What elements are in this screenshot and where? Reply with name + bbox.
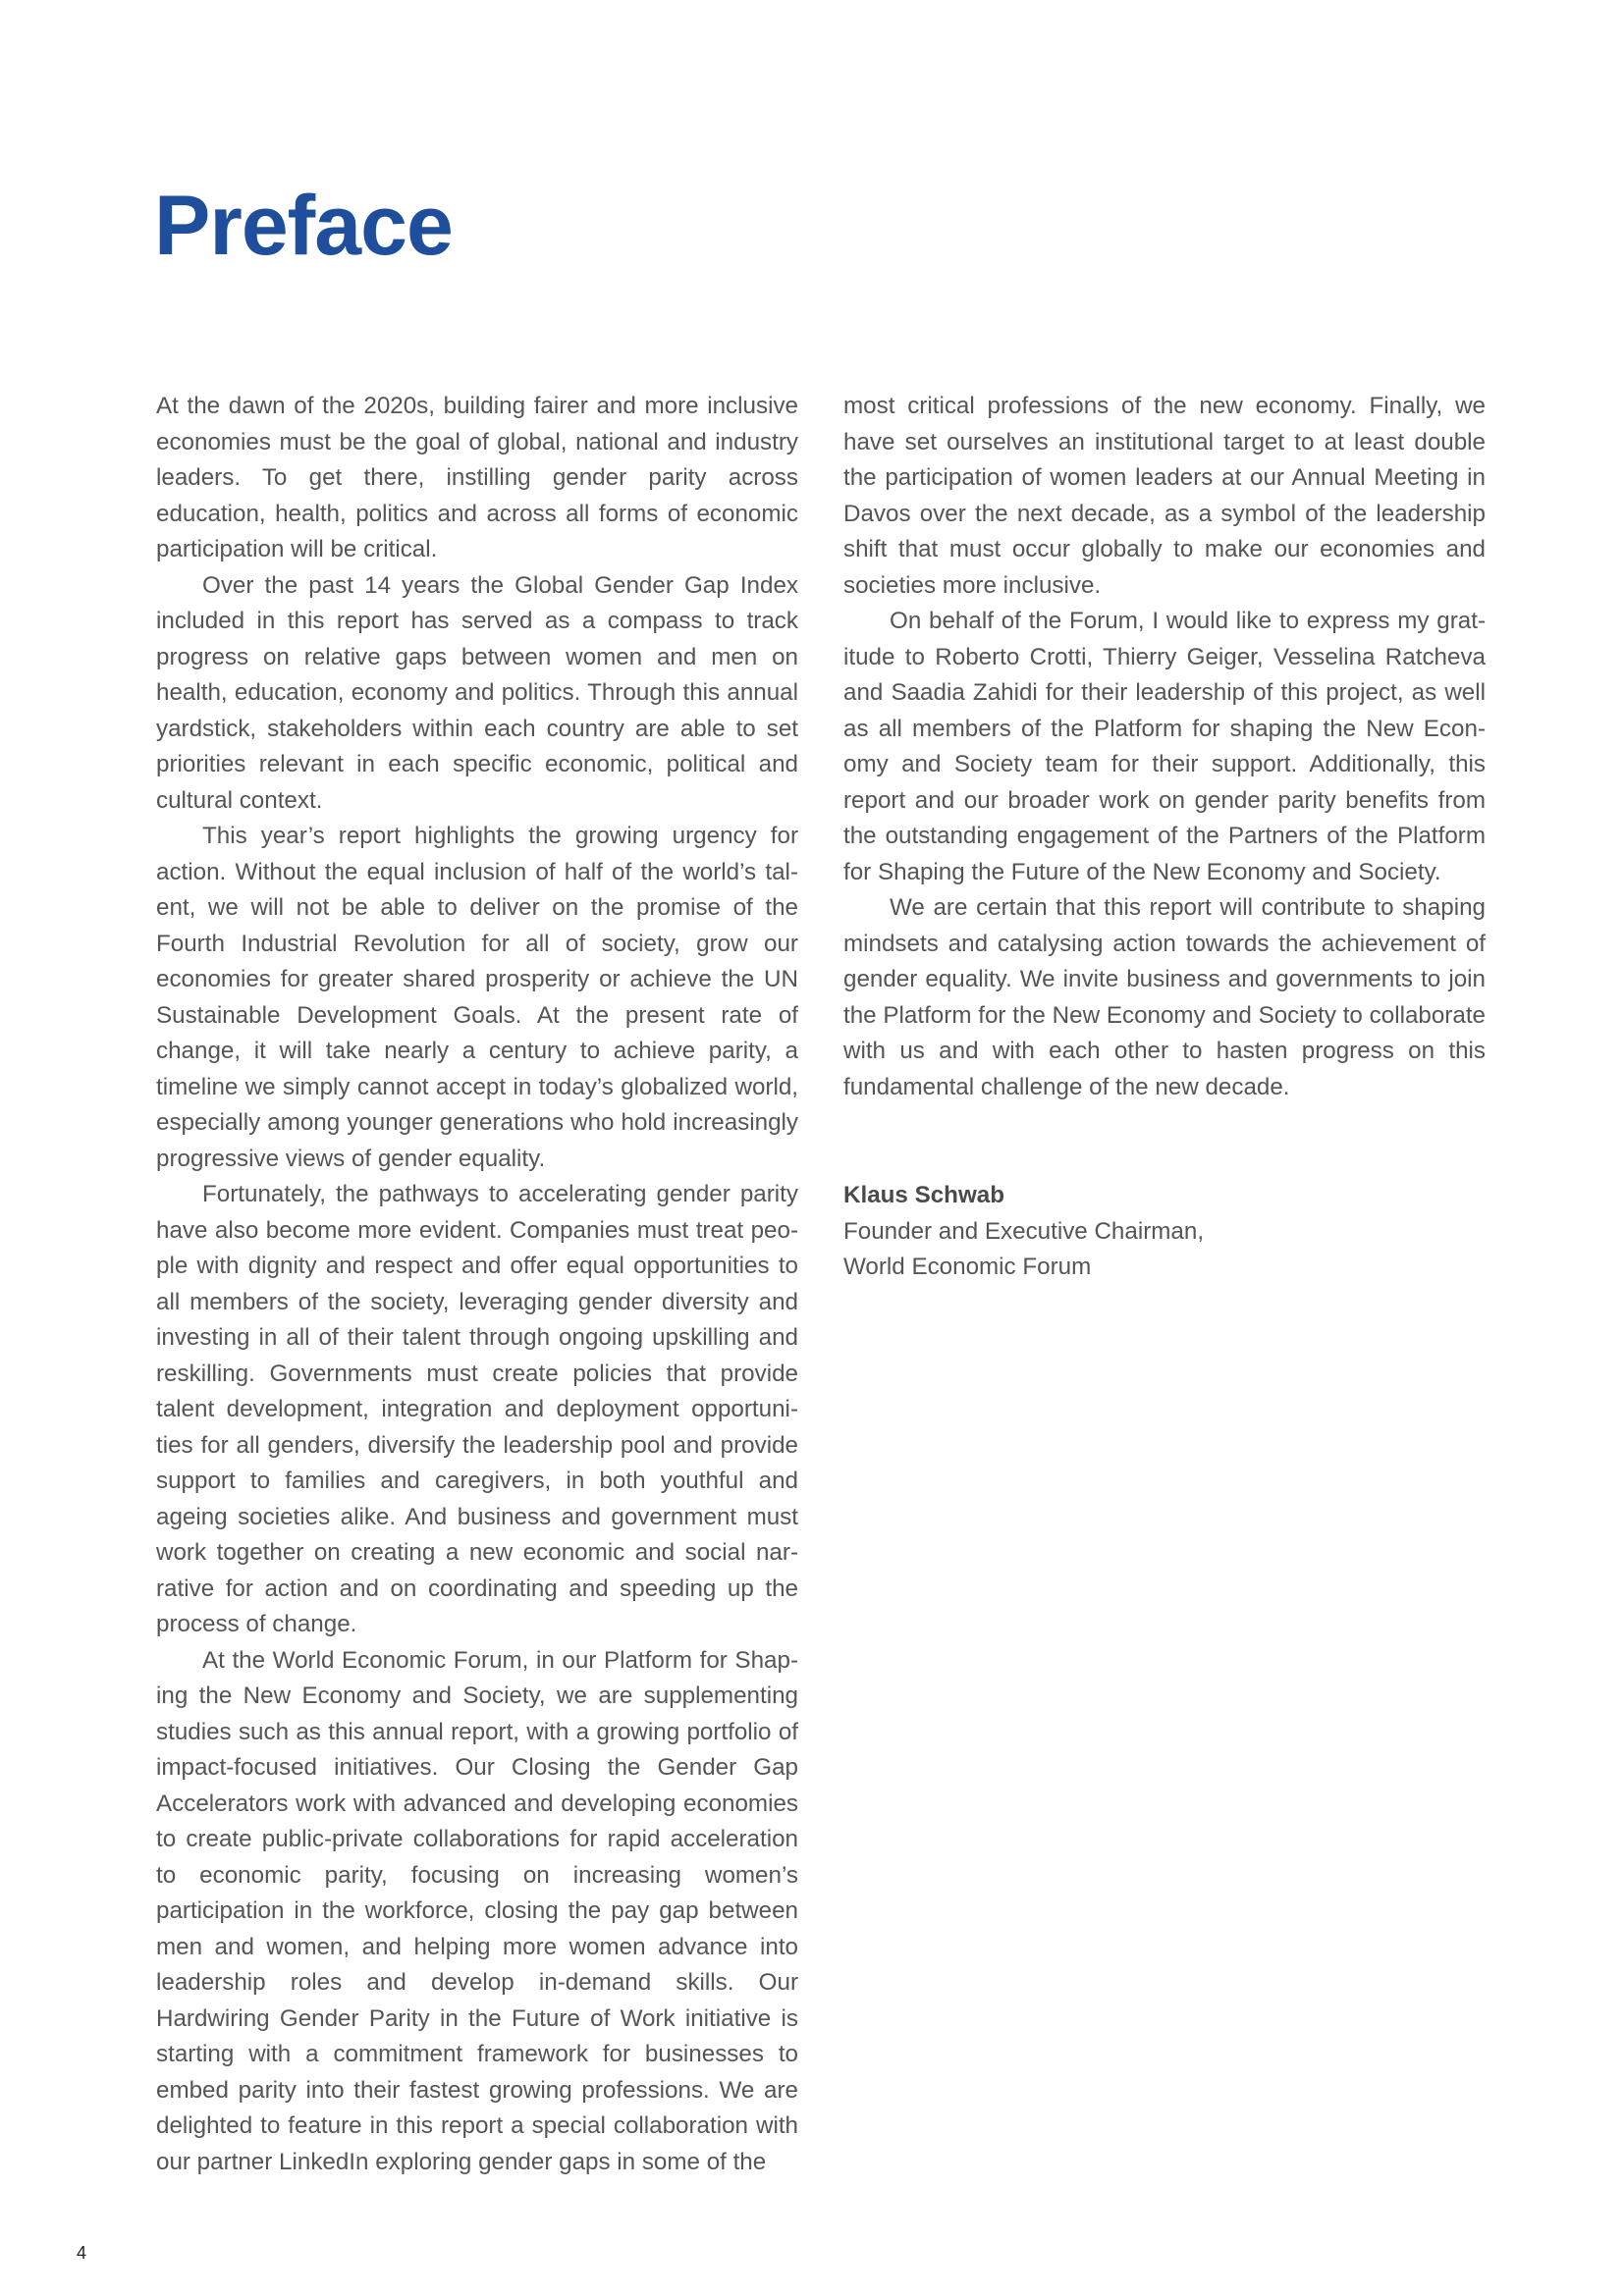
page-title: Preface (154, 179, 453, 273)
paragraph: At the dawn of the 2020s, building fairer and more inclusive economies must be the goal of global, national and industry leaders. To get there, instilling gender parity across education, health, politics and across all forms of economic participation will be critical. (156, 393, 798, 562)
paragraph: This year’s report highlights the growing urgency for action. Without the equal inclusion of half of the world’s talent, we will not be able to deliver on the promise of the Fourth Industrial Revolution for all of society, grow our economies for greater shared prosperity or achieve the UN Sustainable Development Goals. At the present rate of change, it will take nearly a century to achieve parity, a timeline we simply cannot accept in today’s globalized world, especially among younger generations who hold increasingly progressive views of gender equality. (156, 823, 798, 1172)
signatory-role: Founder and Executive Chairman, (843, 1217, 1205, 1245)
paragraph: On behalf of the Forum, I would like to express my gratitude to Roberto Crotti, Thierry Geiger, Vesselina Ratcheva and Saadia Zahidi for their leadership of this project, as well as all members of the Platform for shaping the New Economy and Society team for their support. Additionally, this report and our broader work on gender parity benefits from the outstanding engagement of the Partners of the Platform for Shaping the Future of the New Economy and Society. (843, 608, 1486, 885)
signature-block (843, 1178, 1204, 1286)
right-column (843, 389, 1486, 1105)
paragraph: At the World Economic Forum, in our Platform for Shaping the New Economy and Society, we are supplementing studies such as this annual report, with a growing portfolio of impact-focused initiatives. Our Closing the Gender Gap Accelerators work with advanced and developing economies to create public-private collaborations for rapid acceleration to economic parity, focusing on increasing women’s participation in the workforce, closing the pay gap between men and women, and helping more women advance into leadership roles and develop in-demand skills. Our Hardwiring Gender Parity in the Future of Work initiative is starting with a commitment framework for businesses to embed parity into their fastest growing professions. We are delighted to feature in this report a special collaboration with our partner LinkedIn exploring gender gaps in some of the (156, 1646, 798, 2175)
page-number: 4 (77, 2243, 87, 2263)
signatory-organization: World Economic Forum (843, 1254, 1092, 1280)
paragraph: most critical professions of the new economy. Finally, we have set ourselves an institutional target to at least double the participation of women leaders at our Annual Meeting in Davos over the next decade, as a symbol of the leadership shift that must occur globally to make our economies and societies more inclusive. (843, 393, 1486, 599)
signatory-name: Klaus Schwab (843, 1182, 1004, 1208)
paragraph: Over the past 14 years the Global Gender Gap Index included in this report has served as a compass to track progress on relative gaps between women and men on health, education, economy and politics. Through this annual yardstick, stakeholders within each country are able to set priorities relevant in each specific economic, political and cultural context. (156, 571, 798, 814)
paragraph: Fortunately, the pathways to accelerating gender parity have also become more evident. Companies must treat people with dignity and respect and offer equal opportunities to all members of the society, leveraging gender diversity and investing in all of their talent through ongoing upskilling and reskilling. Governments must create policies that provide talent development, integration and deployment opportunities for all genders, diversify the leadership pool and provide support to families and caregivers, in both youthful and ageing societies alike. And business and government must work together on creating a new economic and social narrative for action and on coordinating and speeding up the process of change. (156, 1181, 798, 1637)
paragraph: We are certain that this report will contribute to shaping mindsets and catalysing action towards the achievement of gender equality. We invite business and governments to join the Platform for the New Economy and Society to collaborate with us and with each other to hasten progress on this fundamental challenge of the new decade. (843, 894, 1486, 1100)
left-column (156, 389, 798, 2180)
